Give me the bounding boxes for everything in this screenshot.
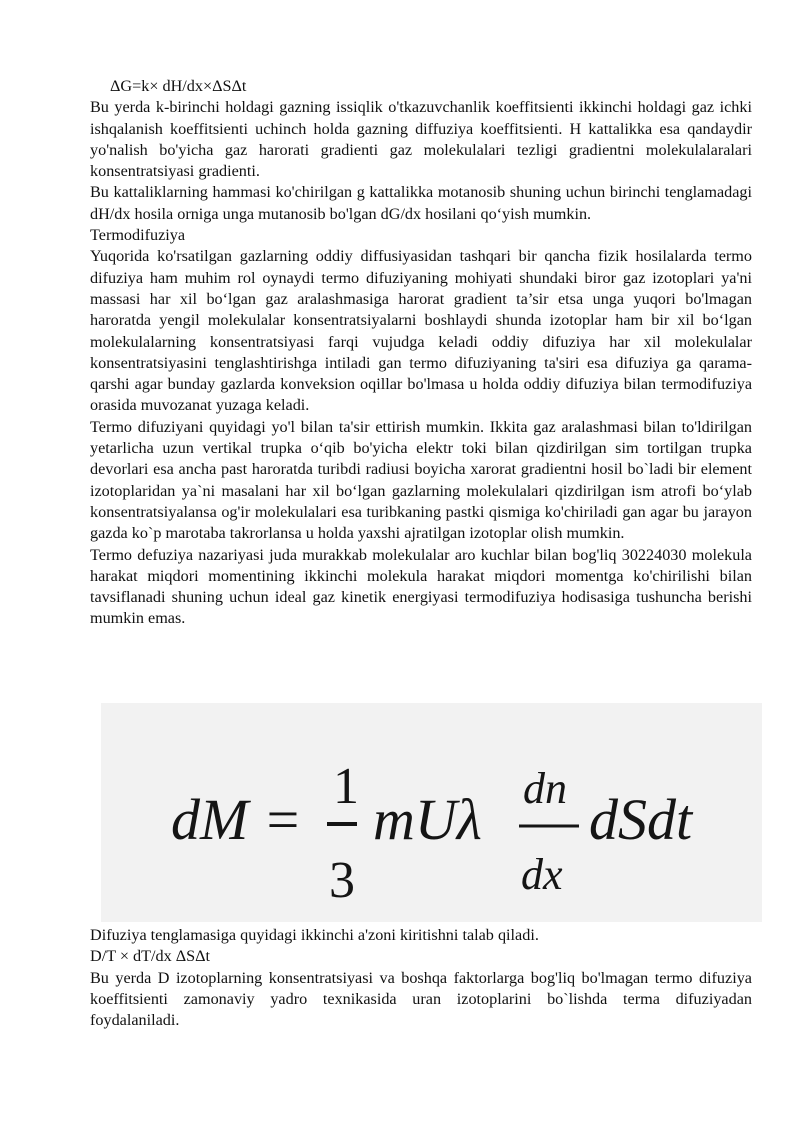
paragraph-1: Bu yerda k-birinchi holdagi gazning issiqlik o'tkazuvchanlik koeffitsienti ikkinchi holdagi gaz ichki ishqalanish koeffitsienti uchinch holda gazning diffuziya koeffitsienti. H kattalikka esa qandaydir yo'nalish bo'yicha gaz harorati gradienti gaz molekulalari tezligi gradientni molekulalaralari konsentratsiyasi gradienti. [90, 98, 752, 181]
formula-image-svg [101, 703, 762, 922]
section-heading: Termodifuziya [90, 226, 186, 245]
document-body [90, 76, 752, 630]
formula-deriv-num: dn [523, 764, 567, 813]
caption-line: Difuziya tenglamasiga quyidagi ikkinchi a'zoni kiritishni talab qiladi. [90, 926, 539, 944]
formula-middle: mUλ [373, 787, 482, 852]
lower-text [90, 925, 752, 1031]
paragraph-5: Termo defuziya nazariyasi juda murakkab molekulalar aro kuchlar bilan bog'liq 30224030 molekula harakat miqdori momentining ikkinchi molekula harakat miqdori momentga ko'chirilishi bilan tavsiflanadi shuning uchun ideal gaz kinetik energiyasi termodifuziya hodisasiga tushuncha berishi mumkin emas. [90, 545, 752, 628]
paragraph-6: Bu yerda D izotoplarning konsentratsiyasi va boshqa faktorlarga bog'liq bo'lmagan termo difuziya koeffitsienti zamonaviy yadro texnikasida uran izotoplarini bo`lishda terma difuziyadan foydalaniladi. [90, 968, 752, 1030]
formula-left: dM = [171, 787, 302, 852]
formula-line-2: D/T × dT/dx ΔSΔt [90, 947, 211, 966]
paragraph-2: Bu kattaliklarning hammasi ko'chirilgan g kattalikka motanosib shuning uchun birinchi tenglamadagi dH/dx hosila orniga unga mutanosib bo'lgan dG/dx hosilani qo‘yish mumkin. [90, 183, 752, 223]
formula-fraction-num: 1 [333, 758, 359, 815]
paragraph-4: Termo difuziyani quyidagi yo'l bilan ta'sir ettirish mumkin. Ikkita gaz aralashmasi bilan to'ldirilgan yetarlicha uzun vertikal trupka o‘qib bo'yicha elektr toki bilan qizdirilgan sim tortilgan trupka devorlari esa ancha past haroratda turibdi radiusi boyicha xarorat gradientni hosil bo`ladi bir element izotoplaridan ya`ni masalani har xil bo‘lgan gazlarning molekulalari qizdirilgan ism atrofi bo‘ylab konsentratsiyalansa og'ir molekulalari esa turibkaning pastki qismiga ko'chiriladi gan agar bu jarayon gazda ko`p marotaba takrorlansa u holda yaxshi ajratilgan izotoplar olish mumkin. [90, 417, 752, 543]
formula-line-1: ΔG=k× dH/dx×ΔSΔt [110, 77, 247, 95]
paragraph-3: Yuqorida ko'rsatilgan gazlarning oddiy diffusiyasidan tashqari bir qancha fizik hosilalarda termo difuziya ham muhim rol oynaydi termo difuziyaning mohiyati shundaki biror gaz izotoplari ya'ni massasi har xil bo‘lgan gaz aralashmasiga harorat gradient ta’sir etsa unga yuqori bo'lmagan haroratda yengil molekulalar konsentratsiyalarni boshlaydi shunda izotoplar ham bir xil bo‘lgan molekulalarning konsentratsiyasi farqi vujudga keladi oddiy difuziya har xil molekulalar konsentratsiyasini tenglashtirishga intiladi gan termo difuziyaning ta'siri esa difuziya ga qarama-qarshi agar bunday gazlarda konveksion oqillar bo'lmasa u holda oddiy difuziya bilan termodifuziya orasida muvozanat yuzaga keladi. [90, 247, 752, 415]
formula-image [101, 703, 762, 922]
formula-fraction-den: 3 [329, 852, 355, 909]
formula-deriv-den: dx [521, 850, 563, 899]
formula-right: dSdt [589, 787, 693, 852]
